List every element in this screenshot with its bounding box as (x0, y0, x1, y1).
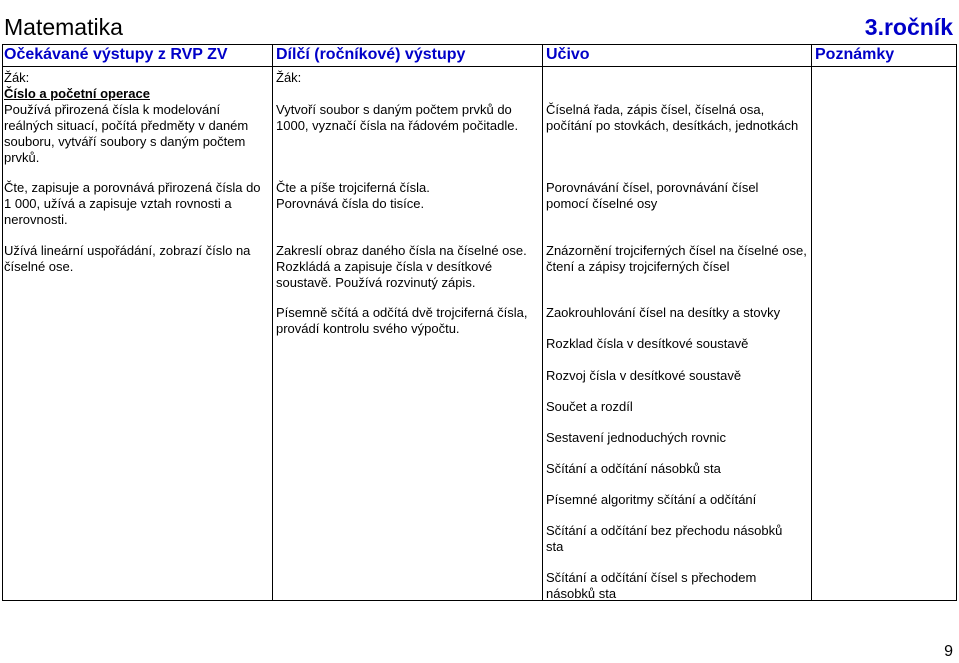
col3-item: Sčítání a odčítání čísel s přechodem násobků sta (546, 570, 757, 601)
col2-outcome-1: Vytvoří soubor s daným počtem prvků do 1000, vyznačí čísla na řádovém počitadle. (276, 102, 519, 133)
table-border-bottom (2, 600, 957, 601)
grade-label: 3.ročník (864, 14, 953, 40)
col2-outcome-3: Zakreslí obraz daného čísla na číselné ose. Rozkládá a zapisuje čísla v desítkové soustavě. Používá rozvinutý zápis. (276, 243, 527, 290)
table-border-top (2, 44, 957, 45)
col3-item: Sestavení jednoduchých rovnic (546, 430, 726, 445)
col3-topic-1: Číselná řada, zápis čísel, číselná osa, počítání po stovkách, desítkách, jednotkách (546, 102, 799, 133)
col3-item: Zaokrouhlování čísel na desítky a stovky (546, 305, 781, 320)
col1-outcome-1: Používá přirozená čísla k modelování reálných situací, počítá předměty v daném souboru, vytváří soubory s daným počtem prvků. (4, 102, 249, 165)
col3-item: Rozklad čísla v desítkové soustavě (546, 336, 749, 351)
table-divider-2 (542, 44, 543, 601)
table-divider-1 (272, 44, 273, 601)
section-title: Číslo a početní operace (4, 86, 150, 101)
col1-outcome-2: Čte, zapisuje a porovnává přirozená čísla do 1 000, užívá a zapisuje vztah rovnosti a nerovnosti. (4, 180, 261, 227)
col1-zak: Žák: (4, 70, 30, 85)
column-header-poznamky: Poznámky (815, 46, 895, 63)
col2-outcome-4: Písemně sčítá a odčítá dvě trojciferná čísla, provádí kontrolu svého výpočtu. (276, 305, 528, 336)
col1-outcome-3: Užívá lineární uspořádání, zobrazí číslo na číselné ose. (4, 243, 251, 274)
col2-zak: Žák: (276, 70, 302, 85)
table-divider-3 (811, 44, 812, 601)
page-title: Matematika (4, 14, 123, 40)
col3-topic-3: Znázornění trojciferných čísel na číselné ose, čtení a zápisy trojciferných čísel (546, 243, 807, 274)
page-number: 9 (944, 643, 953, 660)
col3-item: Rozvoj čísla v desítkové soustavě (546, 368, 742, 383)
col3-item: Sčítání a odčítání bez přechodu násobků sta (546, 523, 783, 554)
col3-topic-2: Porovnávání čísel, porovnávání čísel pomocí číselné osy (546, 180, 759, 211)
column-header-rvp: Očekávané výstupy z RVP ZV (4, 46, 228, 63)
column-header-ucivo: Učivo (546, 46, 590, 63)
col3-item: Sčítání a odčítání násobků sta (546, 461, 721, 476)
col2-outcome-2: Čte a píše trojciferná čísla. Porovnává čísla do tisíce. (276, 180, 430, 211)
table-border-left (2, 44, 3, 601)
col3-item: Součet a rozdíl (546, 399, 633, 414)
col3-item: Písemné algoritmy sčítání a odčítání (546, 492, 757, 507)
table-border-header-bottom (2, 66, 957, 67)
table-border-right (956, 44, 957, 601)
column-header-rocnikove: Dílčí (ročníkové) výstupy (276, 46, 466, 63)
